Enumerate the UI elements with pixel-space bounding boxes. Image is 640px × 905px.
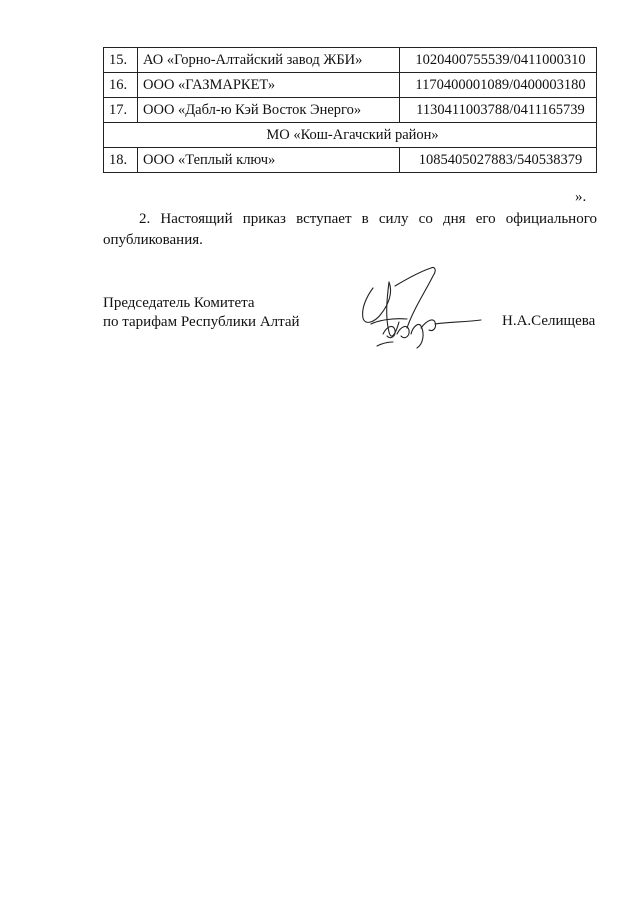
- row-number: 17.: [104, 98, 138, 123]
- signer-title-line: по тарифам Республики Алтай: [103, 314, 300, 330]
- closing-quote: ».: [575, 189, 587, 205]
- table-row: [104, 73, 597, 98]
- table-row: [104, 48, 597, 73]
- table-row: [104, 98, 597, 123]
- registration-code: 1085405027883/540538379: [400, 148, 597, 173]
- handwritten-signature: [353, 262, 493, 354]
- registration-code: 1020400755539/0411000310: [400, 48, 597, 73]
- signer-title-line: Председатель Комитета: [103, 295, 255, 311]
- row-number: 15.: [104, 48, 138, 73]
- table-row: [104, 148, 597, 173]
- signer-name: Н.А.Селищева: [502, 313, 596, 329]
- row-number: 18.: [104, 148, 138, 173]
- registration-code: 1170400001089/0400003180: [400, 73, 597, 98]
- order-paragraph: 2. Настоящий приказ вступает в силу со дня его официального опубликования.: [103, 211, 597, 248]
- organization-name: ООО «ГАЗМАРКЕТ»: [138, 73, 400, 98]
- organizations-table: [103, 47, 597, 173]
- organization-name: ООО «Дабл-ю Кэй Восток Энерго»: [138, 98, 400, 123]
- registration-code: 1130411003788/0411165739: [400, 98, 597, 123]
- row-number: 16.: [104, 73, 138, 98]
- section-row: [104, 123, 597, 148]
- organization-name: АО «Горно-Алтайский завод ЖБИ»: [138, 48, 400, 73]
- signer-title: [103, 294, 300, 332]
- organization-name: ООО «Теплый ключ»: [138, 148, 400, 173]
- section-heading: МО «Кош-Агачский район»: [104, 123, 597, 148]
